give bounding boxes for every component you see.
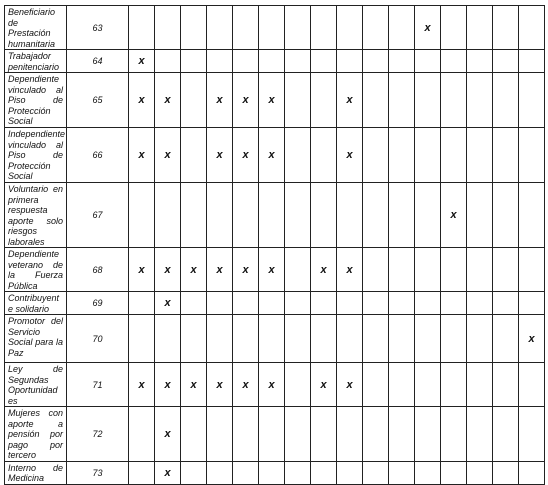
matrix-cell [233,461,259,484]
matrix-cell [129,315,155,363]
matrix-cell [337,292,363,315]
contributor-type-label: Dependiente veterano de la Fuerza Pública [5,248,67,292]
matrix-cell [389,363,415,407]
matrix-cell [467,128,493,183]
matrix-cell: x [233,128,259,183]
matrix-cell: x [337,128,363,183]
contributor-type-code: 66 [67,128,129,183]
matrix-cell [129,6,155,50]
matrix-cell [467,407,493,462]
matrix-cell [285,248,311,292]
matrix-cell [337,183,363,248]
contributor-type-label: Voluntario en primera respuesta aporte solo riesgos laborales [5,183,67,248]
table-row [5,73,545,128]
table-row [5,128,545,183]
matrix-cell [207,315,233,363]
table-row [5,292,545,315]
matrix-cell [181,50,207,73]
matrix-cell [311,128,337,183]
matrix-cell [259,315,285,363]
contributor-type-code: 64 [67,50,129,73]
matrix-cell: x [155,292,181,315]
matrix-cell [493,315,519,363]
matrix-cell: x [155,128,181,183]
matrix-cell [285,6,311,50]
matrix-cell [129,407,155,462]
table-row [5,363,545,407]
matrix-cell [441,407,467,462]
matrix-cell [363,248,389,292]
matrix-cell [155,6,181,50]
matrix-cell [493,128,519,183]
matrix-cell [311,50,337,73]
matrix-cell [493,6,519,50]
matrix-cell [363,183,389,248]
matrix-cell [311,6,337,50]
matrix-cell: x [259,248,285,292]
contributor-type-matrix [4,5,545,485]
contributor-type-code: 65 [67,73,129,128]
matrix-cell [311,407,337,462]
matrix-cell [363,292,389,315]
contributor-type-code: 63 [67,6,129,50]
contributor-type-code: 68 [67,248,129,292]
contributor-type-code: 69 [67,292,129,315]
contributor-type-label: Interno de Medicina [5,461,67,484]
matrix-cell [519,363,545,407]
matrix-cell [493,461,519,484]
matrix-cell: x [155,461,181,484]
matrix-cell [389,73,415,128]
matrix-cell [519,128,545,183]
matrix-cell [441,6,467,50]
matrix-cell [259,292,285,315]
contributor-type-code: 67 [67,183,129,248]
matrix-cell: x [155,73,181,128]
matrix-cell [519,248,545,292]
matrix-cell [519,461,545,484]
matrix-cell [519,50,545,73]
matrix-cell [285,128,311,183]
matrix-cell [311,315,337,363]
matrix-cell [285,461,311,484]
matrix-cell [441,315,467,363]
matrix-cell [389,407,415,462]
matrix-cell [181,6,207,50]
matrix-cell [207,407,233,462]
contributor-type-label: Beneficiario de Prestación humanitaria [5,6,67,50]
matrix-cell [363,50,389,73]
table-row [5,50,545,73]
matrix-cell [389,315,415,363]
matrix-cell [519,73,545,128]
matrix-cell: x [155,407,181,462]
matrix-cell [285,183,311,248]
matrix-cell [389,128,415,183]
matrix-cell [467,73,493,128]
matrix-cell [519,6,545,50]
matrix-cell: x [441,183,467,248]
matrix-cell [363,461,389,484]
matrix-cell [181,292,207,315]
matrix-cell [441,73,467,128]
matrix-cell: x [207,248,233,292]
contributor-type-label: Mujeres con aporte a pensión por pago por tercero [5,407,67,462]
contributor-type-code: 70 [67,315,129,363]
matrix-cell: x [155,248,181,292]
matrix-cell [389,50,415,73]
matrix-cell [207,461,233,484]
contributor-type-label: Dependiente vinculado al Piso de Protección Social [5,73,67,128]
table-row [5,248,545,292]
matrix-cell [493,73,519,128]
matrix-cell [467,461,493,484]
matrix-cell: x [207,73,233,128]
matrix-cell [181,128,207,183]
contributor-type-label: Independiente vinculado al Piso de Protección Social [5,128,67,183]
matrix-cell [493,407,519,462]
matrix-cell [129,461,155,484]
matrix-cell [311,292,337,315]
matrix-cell [129,183,155,248]
matrix-cell [467,248,493,292]
matrix-cell [285,315,311,363]
matrix-cell [441,50,467,73]
matrix-cell [233,183,259,248]
matrix-cell [415,73,441,128]
matrix-cell: x [259,363,285,407]
matrix-cell: x [337,363,363,407]
matrix-cell [181,73,207,128]
matrix-cell: x [259,73,285,128]
matrix-cell [337,315,363,363]
matrix-cell: x [311,363,337,407]
matrix-cell [363,73,389,128]
matrix-cell [415,50,441,73]
matrix-cell [363,363,389,407]
matrix-cell: x [233,248,259,292]
matrix-cell [415,407,441,462]
matrix-cell [363,128,389,183]
matrix-cell [233,315,259,363]
matrix-cell [233,50,259,73]
matrix-cell [207,183,233,248]
matrix-cell [415,183,441,248]
contributor-type-label: Trabajador penitenciario [5,50,67,73]
matrix-cell [363,315,389,363]
matrix-cell: x [181,248,207,292]
contributor-type-label: Ley de Segundas Oportunidad es [5,363,67,407]
contributor-type-label: Promotor del Servicio Social para la Paz [5,315,67,363]
matrix-cell [311,461,337,484]
matrix-cell [233,6,259,50]
matrix-cell [337,50,363,73]
matrix-cell: x [207,128,233,183]
matrix-cell [233,292,259,315]
matrix-cell [441,292,467,315]
matrix-cell [311,73,337,128]
matrix-cell [389,183,415,248]
matrix-cell [259,407,285,462]
matrix-cell: x [233,363,259,407]
matrix-cell: x [259,128,285,183]
matrix-cell [493,292,519,315]
matrix-cell [467,50,493,73]
matrix-cell: x [129,248,155,292]
matrix-cell: x [129,73,155,128]
matrix-cell [467,6,493,50]
matrix-cell [259,183,285,248]
matrix-cell [519,407,545,462]
matrix-cell [311,183,337,248]
matrix-cell [285,73,311,128]
matrix-cell: x [311,248,337,292]
matrix-cell [155,183,181,248]
matrix-cell [337,6,363,50]
table-row [5,6,545,50]
matrix-cell [155,50,181,73]
matrix-cell [207,6,233,50]
matrix-cell [207,50,233,73]
matrix-cell [441,363,467,407]
matrix-cell: x [129,363,155,407]
matrix-cell: x [337,248,363,292]
table-row [5,407,545,462]
contributor-type-code: 72 [67,407,129,462]
matrix-cell [207,292,233,315]
matrix-cell [519,183,545,248]
matrix-cell: x [337,73,363,128]
matrix-cell [285,50,311,73]
matrix-cell [493,248,519,292]
matrix-cell [441,128,467,183]
matrix-cell [415,315,441,363]
matrix-cell [337,407,363,462]
matrix-cell [363,407,389,462]
matrix-cell [415,461,441,484]
matrix-cell [415,292,441,315]
matrix-cell [415,363,441,407]
table-row [5,315,545,363]
matrix-cell: x [207,363,233,407]
matrix-cell [155,315,181,363]
matrix-cell [181,315,207,363]
matrix-cell: x [233,73,259,128]
matrix-cell [493,363,519,407]
matrix-cell [181,407,207,462]
matrix-cell [363,6,389,50]
matrix-cell [415,248,441,292]
matrix-cell [467,183,493,248]
matrix-cell [259,50,285,73]
matrix-cell [337,461,363,484]
matrix-cell [441,461,467,484]
matrix-cell: x [155,363,181,407]
contributor-type-label: Contribuyent e solidario [5,292,67,315]
matrix-cell [467,292,493,315]
matrix-cell: x [181,363,207,407]
matrix-cell [493,50,519,73]
matrix-cell [519,292,545,315]
matrix-cell: x [129,50,155,73]
matrix-cell [493,183,519,248]
matrix-cell [259,461,285,484]
matrix-cell [181,461,207,484]
contributor-type-code: 73 [67,461,129,484]
matrix-cell [389,461,415,484]
matrix-cell [285,292,311,315]
matrix-cell: x [519,315,545,363]
matrix-cell [441,248,467,292]
matrix-cell [129,292,155,315]
table-row [5,183,545,248]
contributor-type-code: 71 [67,363,129,407]
matrix-cell: x [129,128,155,183]
matrix-cell [389,6,415,50]
matrix-cell [233,407,259,462]
matrix-cell [285,363,311,407]
matrix-cell [415,128,441,183]
matrix-cell [389,248,415,292]
matrix-cell [181,183,207,248]
matrix-cell [389,292,415,315]
matrix-cell: x [415,6,441,50]
matrix-cell [259,6,285,50]
matrix-cell [285,407,311,462]
matrix-cell [467,363,493,407]
table-row [5,461,545,484]
matrix-cell [467,315,493,363]
